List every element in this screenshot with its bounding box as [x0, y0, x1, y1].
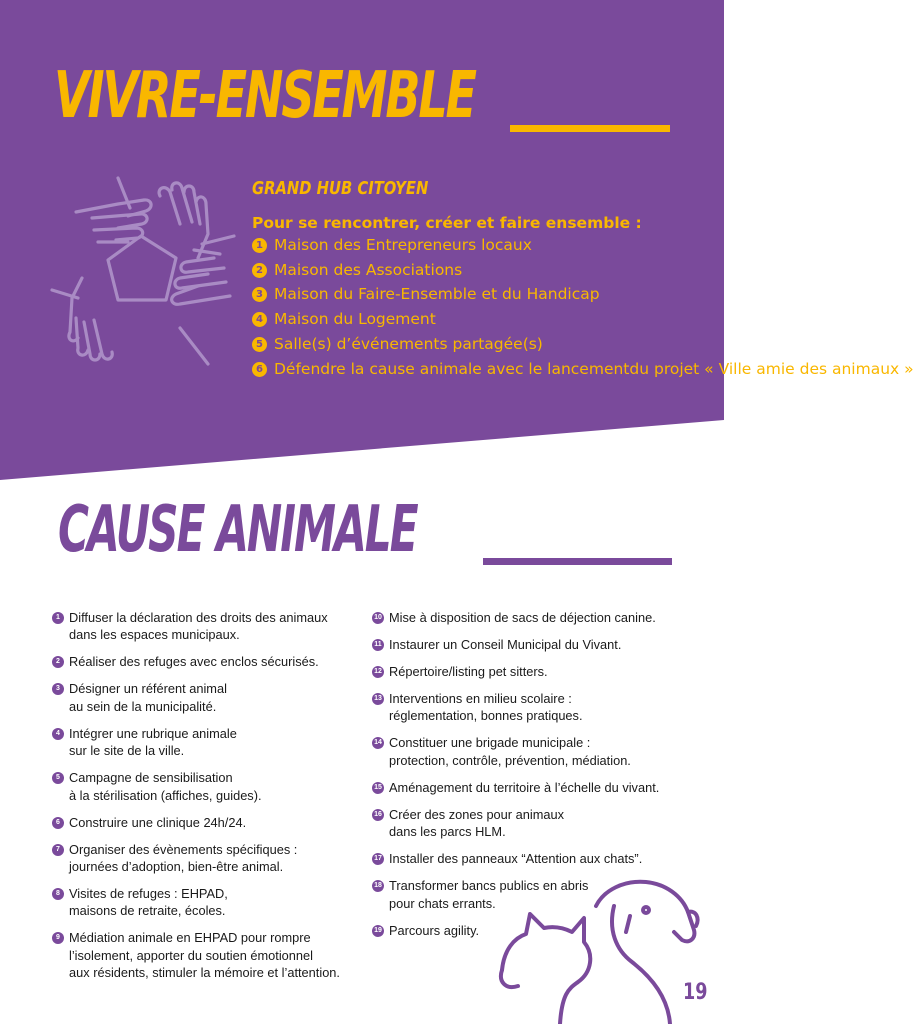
list-item [52, 841, 340, 876]
title-underline [483, 558, 672, 565]
list-item [52, 725, 340, 760]
list-item [372, 690, 659, 725]
item-text-line: pour chats errants. [389, 895, 496, 911]
list-item [372, 663, 659, 680]
list-item [52, 885, 340, 920]
list-item [52, 609, 340, 644]
item-number-badge: 4 [52, 728, 64, 740]
item-number-badge: 4 [252, 312, 267, 327]
item-number-badge: 2 [52, 656, 64, 668]
item-text-line: Visites de refuges : EHPAD, [69, 886, 228, 902]
list-item [372, 636, 659, 653]
hub-list [252, 233, 914, 381]
item-text-line: Installer des panneaux “Attention aux chats”. [389, 851, 643, 867]
item-number-badge: 13 [372, 693, 384, 705]
list-item [52, 653, 340, 670]
item-number-badge: 16 [372, 809, 384, 821]
item-number-badge: 18 [372, 880, 384, 892]
list-item [252, 357, 914, 382]
list-item [252, 258, 914, 283]
item-number-badge: 8 [52, 888, 64, 900]
list-item [372, 806, 659, 841]
item-number-badge: 19 [372, 925, 384, 937]
list-item [52, 929, 340, 981]
item-text-line: réglementation, bonnes pratiques. [389, 708, 583, 724]
item-text-line: Aménagement du territoire à l’échelle du vivant. [389, 779, 660, 795]
section-title-vivre-ensemble: VIVRE-ENSEMBLE [54, 59, 475, 133]
item-text-line: à la stérilisation (affiches, guides). [69, 787, 262, 803]
item-text-line: dans les parcs HLM. [389, 824, 506, 840]
list-item [372, 779, 659, 796]
item-text-line: Médiation animale en EHPAD pour rompre [69, 930, 311, 946]
item-text-line: Intégrer une rubrique animale [69, 725, 237, 741]
item-text-line: l’isolement, apporter du soutien émotionnel [69, 947, 313, 963]
item-text-line: sur le site de la ville. [69, 743, 185, 759]
item-text-line: Mise à disposition de sacs de déjection canine. [389, 610, 656, 625]
hub-intro: Pour se rencontrer, créer et faire ensemble : [252, 214, 642, 232]
item-text-line: du projet « Ville amie des animaux » [629, 359, 914, 378]
list-item [372, 609, 659, 626]
item-text-line: Répertoire/listing pet sitters. [389, 664, 548, 679]
item-number-badge: 3 [52, 683, 64, 695]
item-text-line: Maison des Associations [274, 260, 463, 279]
item-text-line: Campagne de sensibilisation [69, 770, 233, 786]
item-number-badge: 2 [252, 263, 267, 278]
item-text-line: Défendre la cause animale avec le lancement [274, 359, 630, 378]
item-text-line: Instaurer un Conseil Municipal du Vivant. [389, 637, 622, 652]
item-number-badge: 9 [52, 932, 64, 944]
item-text-line: Désigner un référent animal [69, 681, 227, 697]
item-number-badge: 17 [372, 853, 384, 865]
item-text-line: Parcours agility. [389, 922, 480, 938]
item-number-badge: 14 [372, 737, 384, 749]
item-text-line: Maison du Logement [274, 310, 436, 329]
item-text-line: Constituer une brigade municipale : [389, 735, 591, 751]
item-text-line: Salle(s) d’événements partagée(s) [274, 334, 543, 353]
item-text-line: Construire une clinique 24h/24. [69, 814, 247, 830]
item-text-line: aux résidents, stimuler la mémoire et l’attention. [69, 965, 340, 981]
joined-hands-icon [48, 178, 234, 364]
list-item [252, 332, 914, 357]
list-item [372, 734, 659, 769]
item-number-badge: 5 [52, 772, 64, 784]
item-number-badge: 12 [372, 666, 384, 678]
section-title-cause-animale: CAUSE ANIMALE [58, 493, 417, 567]
item-number-badge: 5 [252, 337, 267, 352]
item-text-line: Transformer bancs publics en abris [389, 878, 589, 894]
list-item [252, 307, 914, 332]
title-underline [510, 125, 670, 132]
page-number: 19 [683, 980, 708, 1005]
item-text-line: Organiser des évènements spécifiques : [69, 841, 298, 857]
item-number-badge: 3 [252, 287, 267, 302]
item-number-badge: 10 [372, 612, 384, 624]
hub-heading: GRAND HUB CITOYEN [252, 178, 429, 199]
list-item [52, 769, 340, 804]
item-number-badge: 15 [372, 782, 384, 794]
list-item [372, 850, 659, 867]
item-number-badge: 7 [52, 844, 64, 856]
list-item [52, 814, 340, 831]
item-text-line: Maison des Entrepreneurs locaux [274, 236, 532, 254]
item-number-badge: 1 [252, 238, 267, 253]
item-text-line: au sein de la municipalité. [69, 698, 217, 714]
list-item [52, 680, 340, 715]
item-number-badge: 1 [52, 612, 64, 624]
item-text-line: Maison du Faire-Ensemble et du Handicap [274, 285, 600, 304]
item-text-line: protection, contrôle, prévention, médiation. [389, 752, 631, 768]
item-number-badge: 6 [52, 817, 64, 829]
item-number-badge: 6 [252, 362, 267, 377]
item-text-line: journées d’adoption, bien-être animal. [69, 859, 284, 875]
list-item [252, 282, 914, 307]
measures-list-left [52, 609, 340, 982]
item-text-line: Réaliser des refuges avec enclos sécurisés. [69, 654, 319, 670]
item-text-line: Interventions en milieu scolaire : [389, 691, 572, 706]
item-text-line: Créer des zones pour animaux [389, 806, 564, 822]
item-number-badge: 11 [372, 639, 384, 651]
item-text-line: dans les espaces municipaux. [69, 627, 240, 643]
list-item [252, 233, 914, 258]
item-text-line: Diffuser la déclaration des droits des animaux [69, 610, 328, 625]
item-text-line: maisons de retraite, écoles. [69, 903, 226, 919]
